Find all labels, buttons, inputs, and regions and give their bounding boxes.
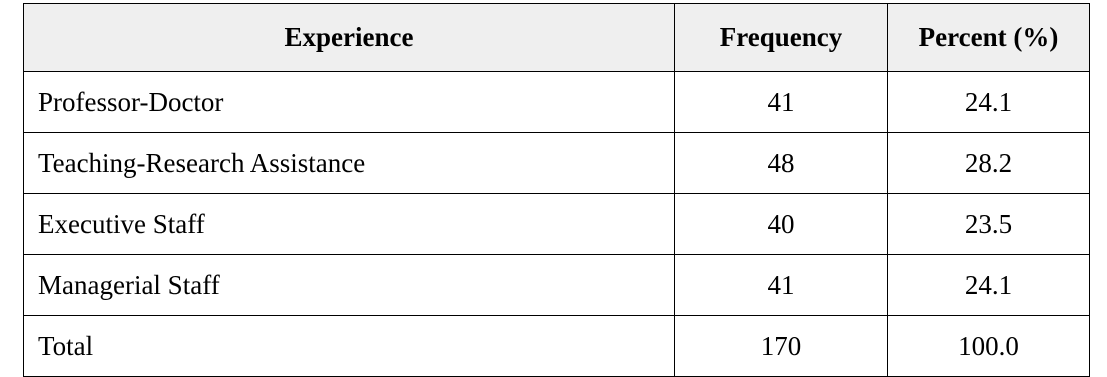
frequency-cell: 48 [675, 133, 888, 194]
percent-cell: 24.1 [888, 255, 1090, 316]
experience-cell: Managerial Staff [24, 255, 675, 316]
table-row [24, 194, 1090, 255]
frequency-cell: 40 [675, 194, 888, 255]
percent-cell: 28.2 [888, 133, 1090, 194]
table-total-row [24, 316, 1090, 377]
experience-cell: Teaching-Research Assistance [24, 133, 675, 194]
header-frequency: Frequency [675, 4, 888, 72]
table-row [24, 72, 1090, 133]
table-header-row [24, 4, 1090, 72]
experience-cell: Total [24, 316, 675, 377]
frequency-cell: 41 [675, 255, 888, 316]
frequency-cell: 41 [675, 72, 888, 133]
percent-cell: 23.5 [888, 194, 1090, 255]
header-percent: Percent (%) [888, 4, 1090, 72]
percent-cell: 100.0 [888, 316, 1090, 377]
experience-frequency-table [23, 3, 1090, 377]
experience-cell: Executive Staff [24, 194, 675, 255]
percent-cell: 24.1 [888, 72, 1090, 133]
header-experience: Experience [24, 4, 675, 72]
table-row [24, 133, 1090, 194]
experience-cell: Professor-Doctor [24, 72, 675, 133]
frequency-cell: 170 [675, 316, 888, 377]
table-row [24, 255, 1090, 316]
